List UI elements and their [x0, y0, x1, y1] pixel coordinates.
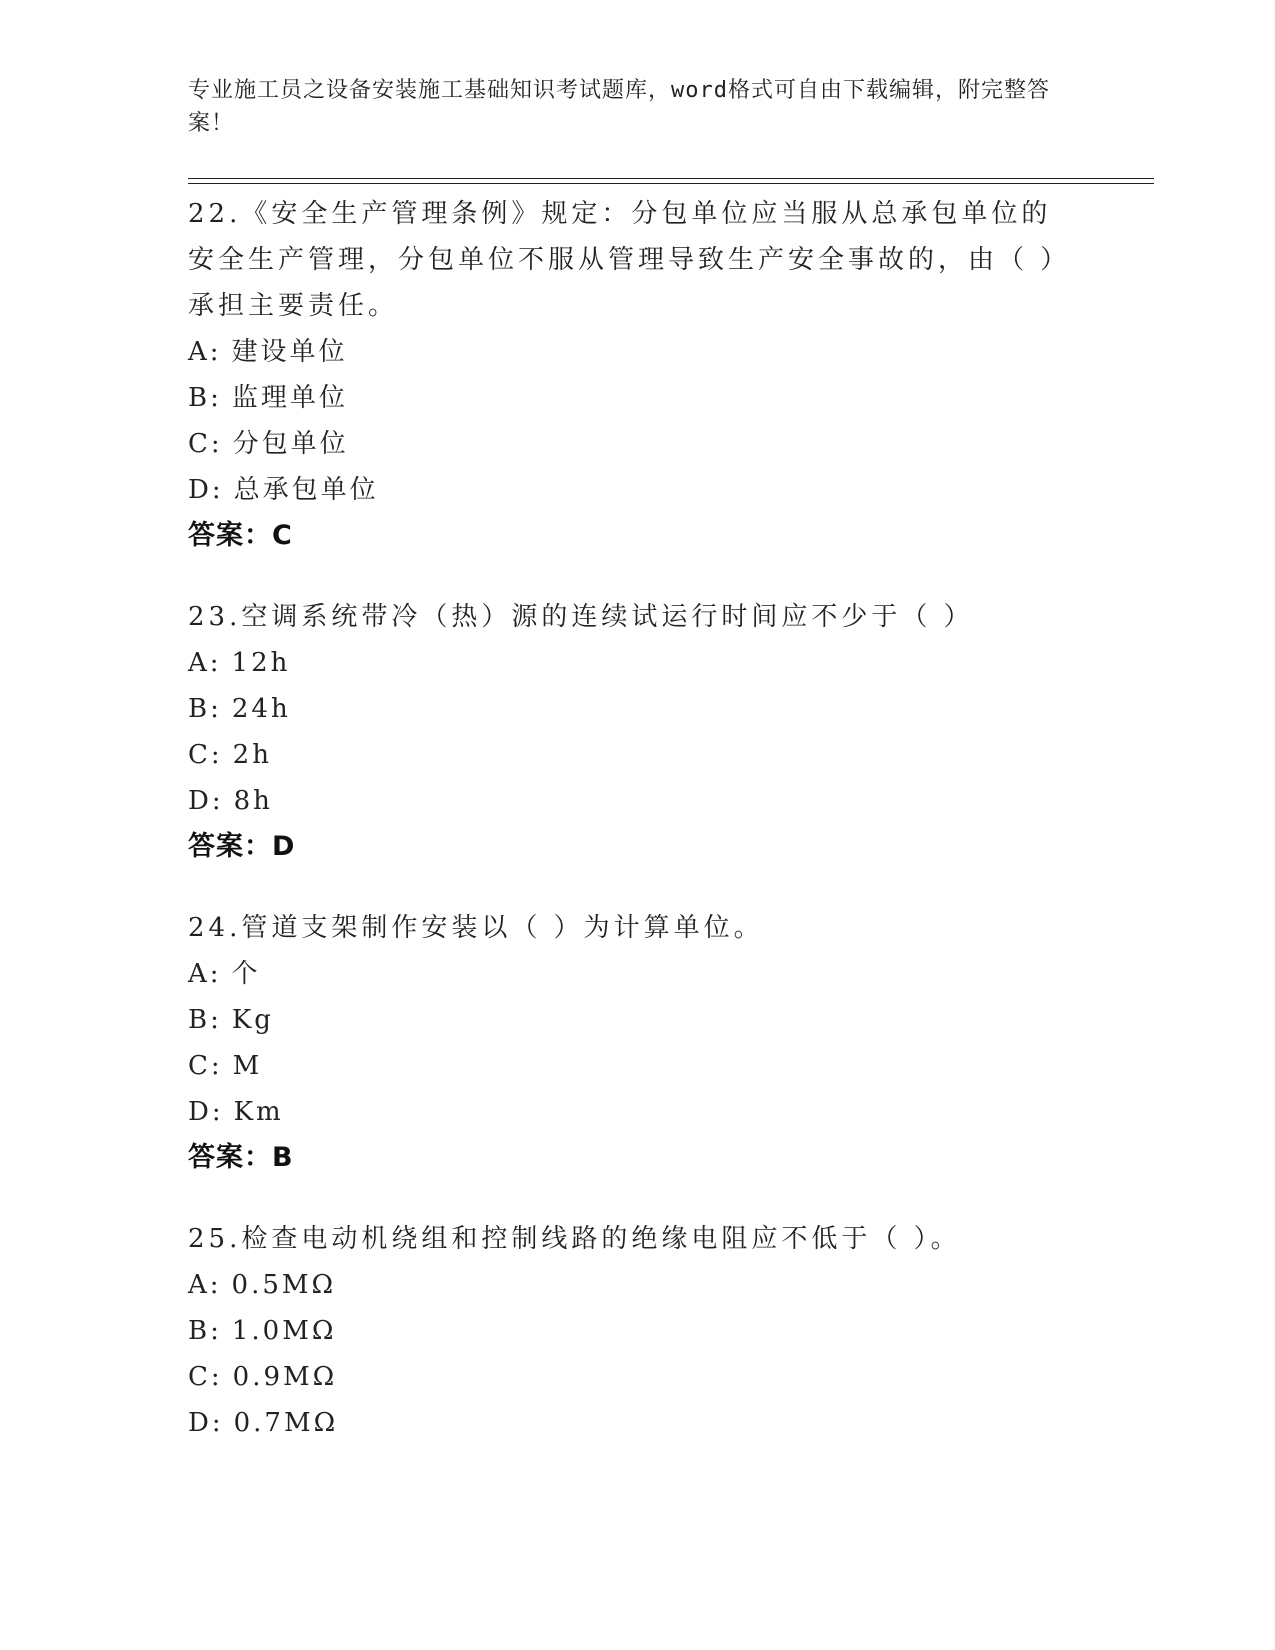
- option-text: Km: [233, 1097, 284, 1127]
- option-text: 总承包单位: [233, 475, 379, 505]
- question-stem: 23.空调系统带冷（热）源的连续试运行时间应不少于（ ）: [188, 602, 974, 632]
- option-letter: B:: [188, 1005, 222, 1035]
- option-letter: D:: [188, 1097, 224, 1127]
- option-text: 1.0MΩ: [231, 1316, 337, 1346]
- option-b: [188, 375, 1088, 421]
- header-rule-top: [188, 178, 1154, 179]
- option-letter: B:: [188, 1316, 222, 1346]
- option-text: 8h: [233, 786, 273, 816]
- answer-line: 答案：D: [188, 831, 296, 862]
- option-letter: D:: [188, 1408, 224, 1438]
- question-stem: 22.《安全生产管理条例》规定：分包单位应当服从总承包单位的安全生产管理，分包单位不服从管理导致生产安全事故的，由（ ）承担主要责任。: [188, 199, 1058, 321]
- question-24: [188, 905, 1088, 1181]
- option-text: 0.7MΩ: [233, 1408, 339, 1438]
- option-text: 个: [231, 959, 261, 989]
- header-rule-bottom: [188, 183, 1154, 184]
- option-letter: A:: [188, 1270, 222, 1300]
- option-letter: C:: [188, 1362, 223, 1392]
- option-text: 12h: [231, 648, 291, 678]
- option-letter: D:: [188, 475, 224, 505]
- option-d: [188, 1089, 1088, 1135]
- option-text: 0.5MΩ: [231, 1270, 337, 1300]
- question-stem: 24.管道支架制作安装以（ ）为计算单位。: [188, 913, 764, 943]
- document-header: 专业施工员之设备安装施工基础知识考试题库，word格式可自由下载编辑，附完整答案！: [188, 78, 1050, 136]
- option-d: [188, 778, 1088, 824]
- question-stem: 25.检查电动机绕组和控制线路的绝缘电阻应不低于（ ）。: [188, 1224, 961, 1254]
- option-letter: A:: [188, 648, 222, 678]
- answer-line: 答案：B: [188, 1142, 294, 1173]
- option-c: [188, 1043, 1088, 1089]
- answer-line: 答案：C: [188, 520, 293, 551]
- option-letter: C:: [188, 429, 223, 459]
- option-d: [188, 467, 1088, 513]
- question-22: [188, 191, 1088, 559]
- option-b: [188, 997, 1088, 1043]
- option-text: M: [232, 1051, 263, 1081]
- option-text: 0.9MΩ: [232, 1362, 338, 1392]
- option-letter: C:: [188, 740, 223, 770]
- option-c: [188, 732, 1088, 778]
- option-a: [188, 951, 1088, 997]
- question-25: [188, 1216, 1088, 1446]
- question-list: [188, 191, 1088, 1481]
- option-a: [188, 1262, 1088, 1308]
- option-b: [188, 1308, 1088, 1354]
- option-c: [188, 421, 1088, 467]
- option-letter: B:: [188, 383, 222, 413]
- option-text: 建设单位: [231, 337, 348, 367]
- option-b: [188, 686, 1088, 732]
- option-d: [188, 1400, 1088, 1446]
- option-text: 24h: [231, 694, 291, 724]
- option-text: 分包单位: [232, 429, 349, 459]
- option-letter: B:: [188, 694, 222, 724]
- option-text: 2h: [232, 740, 272, 770]
- question-23: [188, 594, 1088, 870]
- option-a: [188, 640, 1088, 686]
- option-a: [188, 329, 1088, 375]
- option-c: [188, 1354, 1088, 1400]
- option-letter: D:: [188, 786, 224, 816]
- option-text: Kg: [231, 1005, 274, 1035]
- option-letter: A:: [188, 337, 222, 367]
- option-letter: C:: [188, 1051, 223, 1081]
- option-text: 监理单位: [231, 383, 348, 413]
- option-letter: A:: [188, 959, 222, 989]
